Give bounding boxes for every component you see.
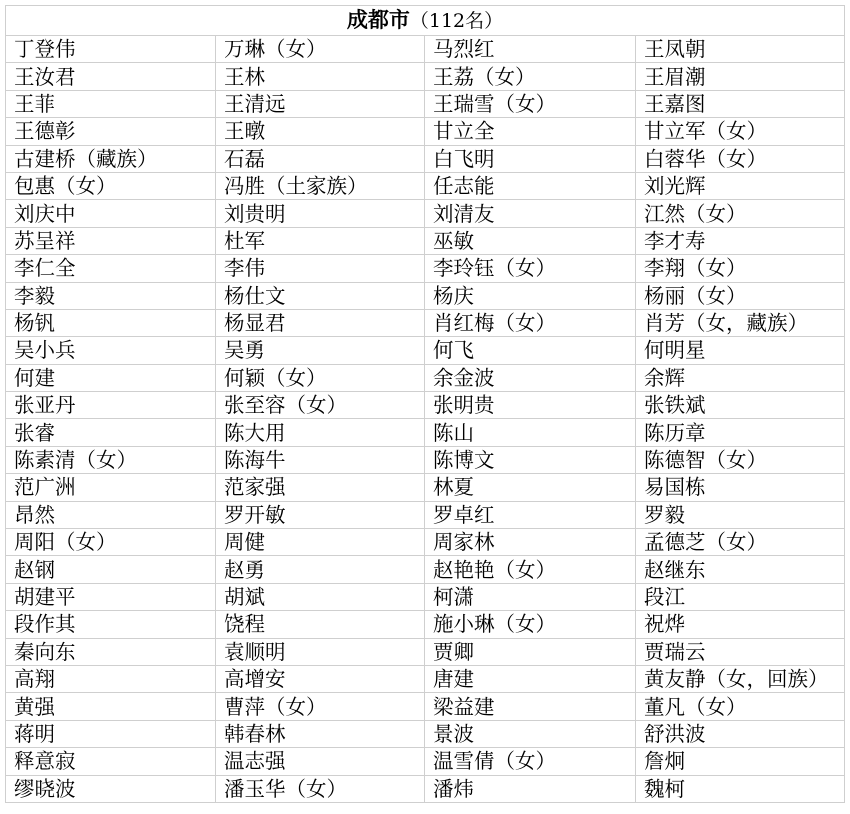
name-cell: 余金波 <box>425 364 636 391</box>
name-cell: 周阳（女） <box>6 529 216 556</box>
name-cell: 杜军 <box>216 227 425 254</box>
roster-sheet <box>5 5 844 803</box>
name-cell: 饶程 <box>216 611 425 638</box>
table-title-row <box>6 6 845 36</box>
name-cell: 易国栋 <box>636 474 845 501</box>
delegate-table <box>5 5 845 803</box>
table-row <box>6 145 845 172</box>
table-body <box>6 36 845 803</box>
name-cell: 杨庆 <box>425 282 636 309</box>
table-row <box>6 638 845 665</box>
table-row <box>6 255 845 282</box>
name-cell: 潘炜 <box>425 775 636 802</box>
table-row <box>6 36 845 63</box>
table-row <box>6 693 845 720</box>
table-row <box>6 364 845 391</box>
table-row <box>6 446 845 473</box>
name-cell: 周家林 <box>425 529 636 556</box>
name-cell: 张睿 <box>6 419 216 446</box>
table-row <box>6 665 845 692</box>
name-cell: 吴小兵 <box>6 337 216 364</box>
name-cell: 李仁全 <box>6 255 216 282</box>
name-cell: 詹炯 <box>636 748 845 775</box>
name-cell: 昂然 <box>6 501 216 528</box>
name-cell: 祝烨 <box>636 611 845 638</box>
name-cell: 李伟 <box>216 255 425 282</box>
name-cell: 胡斌 <box>216 583 425 610</box>
name-cell: 任志能 <box>425 172 636 199</box>
table-row <box>6 63 845 90</box>
name-cell: 张明贵 <box>425 392 636 419</box>
name-cell: 马烈红 <box>425 36 636 63</box>
name-cell: 杨丽（女） <box>636 282 845 309</box>
name-cell: 李翔（女） <box>636 255 845 282</box>
name-cell: 黄友静（女，回族） <box>636 665 845 692</box>
name-cell: 赵钢 <box>6 556 216 583</box>
name-cell: 陈德智（女） <box>636 446 845 473</box>
table-row <box>6 611 845 638</box>
name-cell: 何建 <box>6 364 216 391</box>
table-title <box>6 6 845 36</box>
name-cell: 王暾 <box>216 118 425 145</box>
name-cell: 刘庆中 <box>6 200 216 227</box>
name-cell: 董凡（女） <box>636 693 845 720</box>
name-cell: 古建桥（藏族） <box>6 145 216 172</box>
name-cell: 罗开敏 <box>216 501 425 528</box>
name-cell: 陈历章 <box>636 419 845 446</box>
name-cell: 白蓉华（女） <box>636 145 845 172</box>
name-cell: 梁益建 <box>425 693 636 720</box>
name-cell: 王眉潮 <box>636 63 845 90</box>
table-row <box>6 118 845 145</box>
name-cell: 杨钒 <box>6 309 216 336</box>
name-cell: 高翔 <box>6 665 216 692</box>
table-row <box>6 172 845 199</box>
name-cell: 刘光辉 <box>636 172 845 199</box>
table-row <box>6 556 845 583</box>
name-cell: 石磊 <box>216 145 425 172</box>
name-cell: 王菲 <box>6 90 216 117</box>
table-row <box>6 282 845 309</box>
name-cell: 李才寿 <box>636 227 845 254</box>
name-cell: 王凤朝 <box>636 36 845 63</box>
city-name: 成都市 <box>346 8 410 32</box>
table-row <box>6 775 845 802</box>
table-row <box>6 501 845 528</box>
table-row <box>6 337 845 364</box>
name-cell: 陈博文 <box>425 446 636 473</box>
name-cell: 江然（女） <box>636 200 845 227</box>
name-cell: 袁顺明 <box>216 638 425 665</box>
name-cell: 赵勇 <box>216 556 425 583</box>
name-cell: 魏柯 <box>636 775 845 802</box>
name-cell: 胡建平 <box>6 583 216 610</box>
name-cell: 范家强 <box>216 474 425 501</box>
name-cell: 陈海牛 <box>216 446 425 473</box>
name-cell: 潘玉华（女） <box>216 775 425 802</box>
name-cell: 王德彰 <box>6 118 216 145</box>
name-cell: 孟德芝（女） <box>636 529 845 556</box>
name-cell: 巫敏 <box>425 227 636 254</box>
table-row <box>6 748 845 775</box>
name-cell: 范广洲 <box>6 474 216 501</box>
name-cell: 王林 <box>216 63 425 90</box>
table-row <box>6 474 845 501</box>
name-cell: 王嘉图 <box>636 90 845 117</box>
name-cell: 何飞 <box>425 337 636 364</box>
name-cell: 李玲钰（女） <box>425 255 636 282</box>
name-cell: 王清远 <box>216 90 425 117</box>
name-cell: 包惠（女） <box>6 172 216 199</box>
name-cell: 肖芳（女，藏族） <box>636 309 845 336</box>
name-cell: 赵艳艳（女） <box>425 556 636 583</box>
name-cell: 陈大用 <box>216 419 425 446</box>
name-cell: 温雪倩（女） <box>425 748 636 775</box>
name-cell: 陈山 <box>425 419 636 446</box>
name-cell: 甘立军（女） <box>636 118 845 145</box>
name-cell: 何颖（女） <box>216 364 425 391</box>
table-row <box>6 309 845 336</box>
name-cell: 何明星 <box>636 337 845 364</box>
table-row <box>6 583 845 610</box>
name-cell: 杨显君 <box>216 309 425 336</box>
name-cell: 万琳（女） <box>216 36 425 63</box>
name-cell: 杨仕文 <box>216 282 425 309</box>
table-row <box>6 90 845 117</box>
name-cell: 张铁斌 <box>636 392 845 419</box>
name-cell: 肖红梅（女） <box>425 309 636 336</box>
name-cell: 刘贵明 <box>216 200 425 227</box>
name-cell: 王汝君 <box>6 63 216 90</box>
name-cell: 林夏 <box>425 474 636 501</box>
name-cell: 高增安 <box>216 665 425 692</box>
name-cell: 舒洪波 <box>636 720 845 747</box>
name-cell: 罗毅 <box>636 501 845 528</box>
name-cell: 张亚丹 <box>6 392 216 419</box>
name-cell: 刘清友 <box>425 200 636 227</box>
name-cell: 蒋明 <box>6 720 216 747</box>
name-cell: 温志强 <box>216 748 425 775</box>
name-cell: 缪晓波 <box>6 775 216 802</box>
name-cell: 柯潇 <box>425 583 636 610</box>
name-cell: 唐建 <box>425 665 636 692</box>
name-cell: 段作其 <box>6 611 216 638</box>
name-cell: 丁登伟 <box>6 36 216 63</box>
name-cell: 冯胜（土家族） <box>216 172 425 199</box>
name-cell: 贾瑞云 <box>636 638 845 665</box>
name-cell: 余辉 <box>636 364 845 391</box>
name-cell: 赵继东 <box>636 556 845 583</box>
name-cell: 白飞明 <box>425 145 636 172</box>
name-cell: 罗卓红 <box>425 501 636 528</box>
name-cell: 秦向东 <box>6 638 216 665</box>
name-cell: 段江 <box>636 583 845 610</box>
name-cell: 贾卿 <box>425 638 636 665</box>
table-row <box>6 200 845 227</box>
name-cell: 韩春林 <box>216 720 425 747</box>
table-row <box>6 227 845 254</box>
name-cell: 周健 <box>216 529 425 556</box>
member-count: （112名） <box>409 10 504 32</box>
name-cell: 曹萍（女） <box>216 693 425 720</box>
name-cell: 黄强 <box>6 693 216 720</box>
name-cell: 施小琳（女） <box>425 611 636 638</box>
name-cell: 释意寂 <box>6 748 216 775</box>
name-cell: 李毅 <box>6 282 216 309</box>
name-cell: 张至容（女） <box>216 392 425 419</box>
name-cell: 苏呈祥 <box>6 227 216 254</box>
name-cell: 陈素清（女） <box>6 446 216 473</box>
name-cell: 王荔（女） <box>425 63 636 90</box>
name-cell: 吴勇 <box>216 337 425 364</box>
table-row <box>6 529 845 556</box>
table-row <box>6 720 845 747</box>
name-cell: 甘立全 <box>425 118 636 145</box>
table-row <box>6 392 845 419</box>
table-row <box>6 419 845 446</box>
name-cell: 王瑞雪（女） <box>425 90 636 117</box>
name-cell: 景波 <box>425 720 636 747</box>
